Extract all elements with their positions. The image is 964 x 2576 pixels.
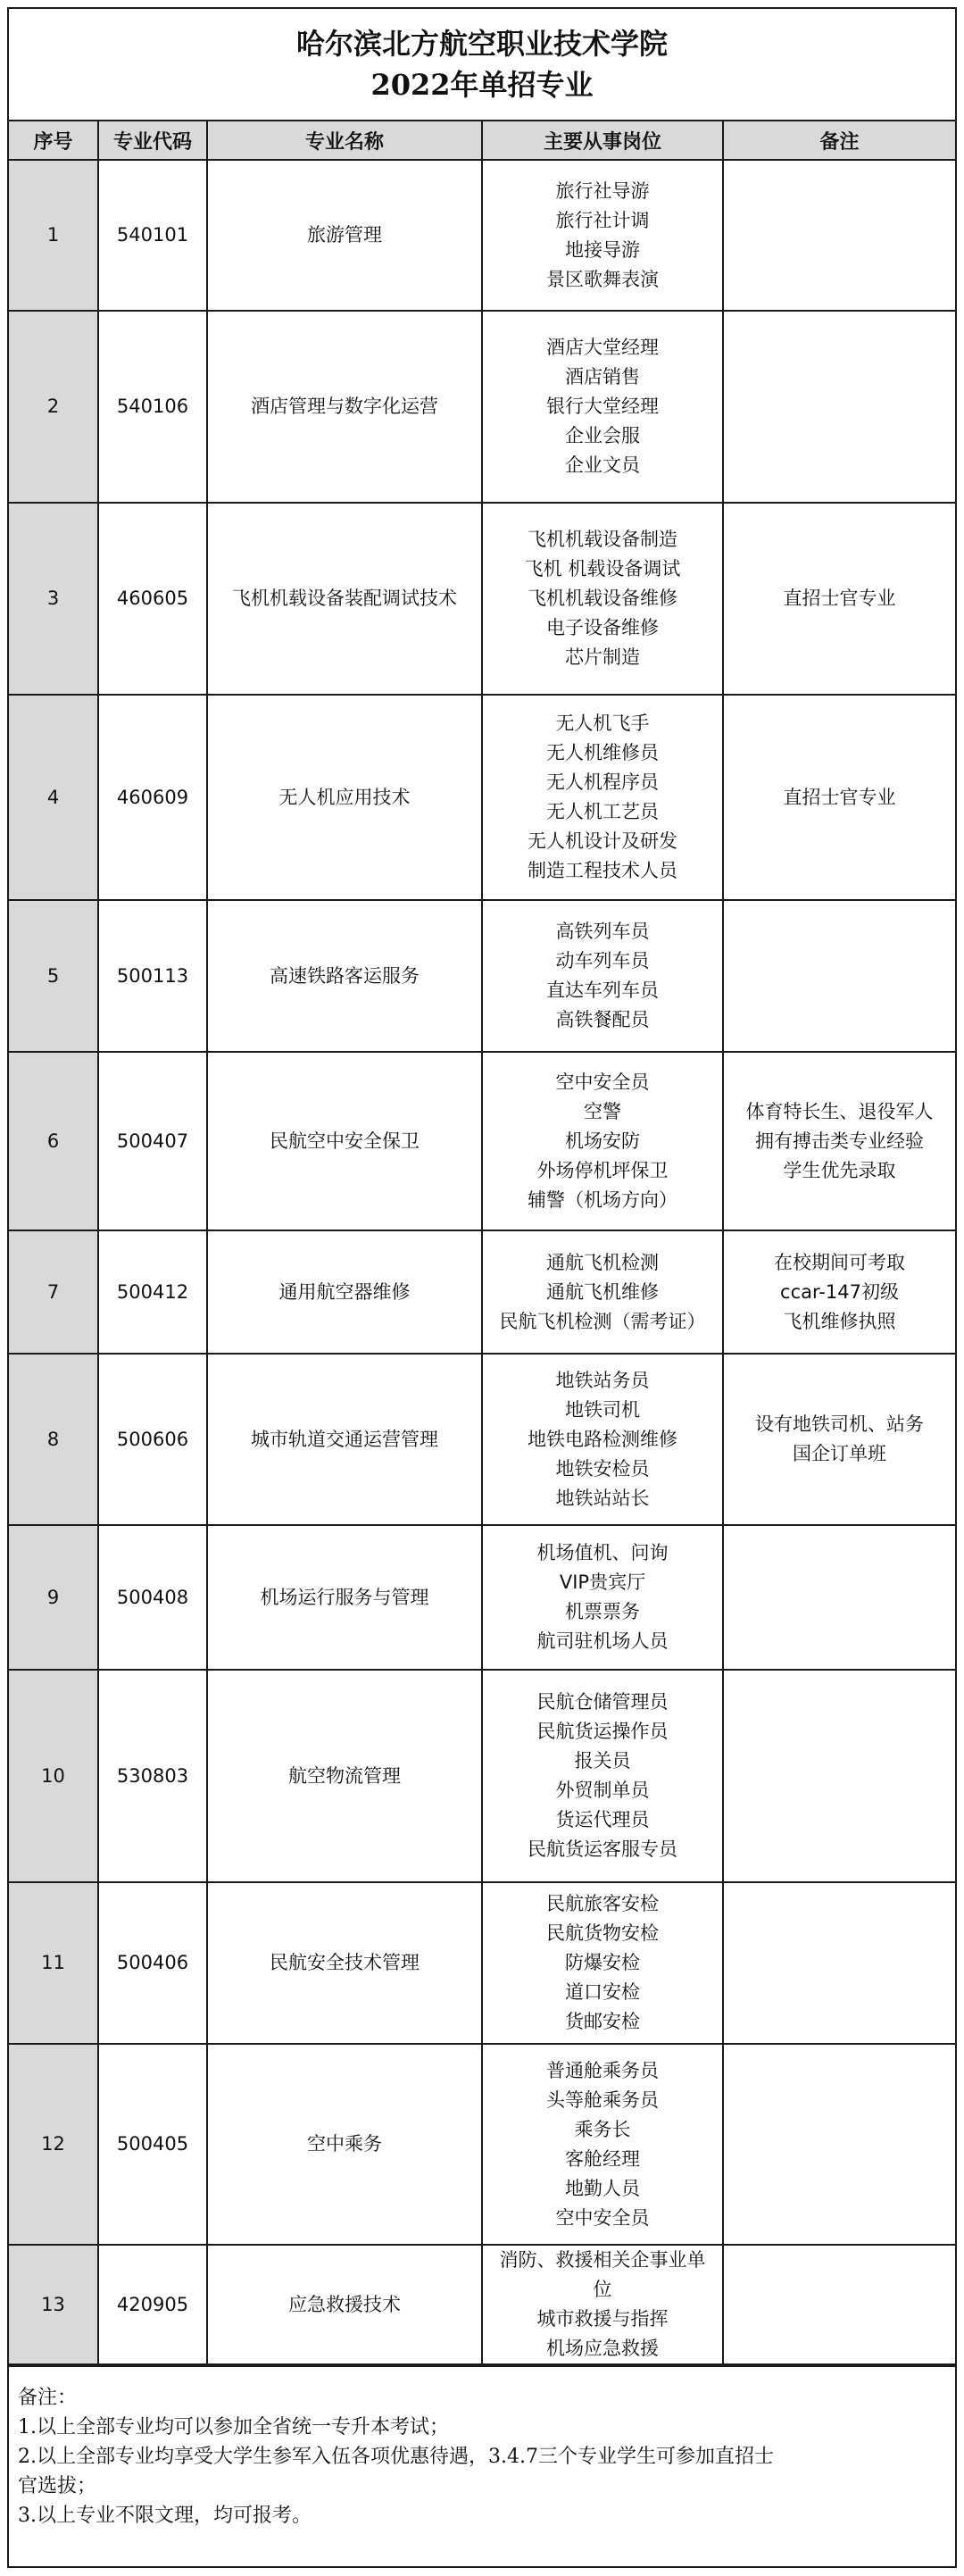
job-line: 景区歌舞表演 <box>546 268 659 290</box>
job-line: 无人机设计及研发 <box>528 830 677 852</box>
job-line: 地铁司机 <box>565 1398 640 1421</box>
cell-remarks <box>723 2044 955 2245</box>
job-line: 头等舱乘务员 <box>546 2088 659 2111</box>
job-line: 高铁列车员 <box>555 921 650 942</box>
job-line: 报关员 <box>574 1750 631 1772</box>
job-line: 外贸制单员 <box>555 1780 650 1801</box>
job-line: 地接导游 <box>565 238 640 261</box>
title-block <box>9 9 955 121</box>
cell-jobs <box>482 2245 723 2364</box>
cell-code: 420905 <box>98 2245 207 2364</box>
cell-code: 500405 <box>98 2044 207 2245</box>
remark-line: 国企订单班 <box>793 1443 886 1464</box>
table-header-row <box>9 121 955 160</box>
job-line: 电子设备维修 <box>546 617 659 638</box>
majors-table <box>9 121 955 2365</box>
cell-seq: 4 <box>9 695 98 900</box>
cell-jobs <box>482 900 723 1052</box>
job-line: 地铁电路检测维修 <box>528 1428 677 1450</box>
remark-line: 在校期间可考取 <box>774 1251 905 1273</box>
remark-line: ccar-147初级 <box>780 1280 899 1303</box>
table-row <box>9 1354 955 1525</box>
cell-name: 飞机机载设备装配调试技术 <box>207 503 482 695</box>
table-row <box>9 503 955 695</box>
cell-code: 460605 <box>98 503 207 695</box>
cell-seq: 12 <box>9 2044 98 2245</box>
cell-code: 500408 <box>98 1525 207 1670</box>
note-line: 2.以上全部专业均享受大学生参军入伍各项优惠待遇，3.4.7三个专业学生可参加直招士 <box>18 2446 774 2468</box>
cell-seq: 2 <box>9 311 98 503</box>
enrollment-sheet <box>7 7 957 2568</box>
cell-seq: 10 <box>9 1670 98 1882</box>
cell-name: 空中乘务 <box>207 2044 482 2245</box>
cell-name: 无人机应用技术 <box>207 695 482 900</box>
cell-jobs <box>482 1052 723 1230</box>
job-line: 企业文员 <box>565 454 640 476</box>
cell-code: 540106 <box>98 311 207 503</box>
job-line: 地铁站站长 <box>555 1487 650 1509</box>
job-line: 城市救援与指挥 <box>536 2308 669 2330</box>
table-row <box>9 1525 955 1670</box>
cell-name: 民航安全技术管理 <box>207 1882 482 2044</box>
job-line: 地铁站务员 <box>555 1369 650 1391</box>
table-row <box>9 695 955 900</box>
job-line: 民航飞机检测（需考证） <box>499 1310 706 1332</box>
cell-jobs <box>482 1230 723 1354</box>
cell-jobs <box>482 2044 723 2245</box>
page-subtitle: 2022年单招专业 <box>370 68 594 102</box>
remark-line: 学生优先录取 <box>783 1159 896 1181</box>
table-row <box>9 1230 955 1354</box>
header-code: 专业代码 <box>98 121 207 160</box>
job-line: 无人机程序员 <box>546 771 659 793</box>
cell-remarks <box>723 1230 955 1354</box>
job-line: 机场值机、问询 <box>536 1542 669 1563</box>
cell-name: 应急救援技术 <box>207 2245 482 2364</box>
header-remarks: 备注 <box>723 121 955 160</box>
table-row <box>9 1052 955 1230</box>
cell-remarks <box>723 2245 955 2364</box>
header-name: 专业名称 <box>207 121 482 160</box>
job-line: 旅行社计调 <box>555 209 650 231</box>
notes-section <box>9 2365 955 2530</box>
cell-remarks <box>723 1525 955 1670</box>
page-title: 哈尔滨北方航空职业技术学院 <box>295 27 668 61</box>
table-row <box>9 311 955 503</box>
table-row <box>9 2245 955 2364</box>
cell-seq: 3 <box>9 503 98 695</box>
cell-jobs <box>482 1525 723 1670</box>
cell-jobs <box>482 160 723 311</box>
job-line: 企业会服 <box>565 425 640 446</box>
job-line: 飞机 机载设备调试 <box>524 558 681 579</box>
remark-line: 拥有搏击类专业经验 <box>755 1130 924 1152</box>
job-line: 客舱经理 <box>565 2147 640 2170</box>
job-line: 无人机维修员 <box>546 742 659 763</box>
job-line: 航司驻机场人员 <box>536 1630 669 1652</box>
job-line: 地铁安检员 <box>555 1457 650 1480</box>
cell-remarks <box>723 311 955 503</box>
cell-remarks <box>723 900 955 1052</box>
job-line: 民航货运客服专员 <box>528 1838 677 1860</box>
job-line: 民航货运操作员 <box>536 1721 669 1742</box>
job-line: 通航飞机检测 <box>546 1251 659 1273</box>
header-seq: 序号 <box>9 121 98 160</box>
note-line: 备注： <box>18 2387 78 2409</box>
job-line: 直达车列车员 <box>546 980 659 1001</box>
job-line: 消防、救援相关企事业单 <box>499 2249 706 2271</box>
cell-jobs <box>482 1354 723 1525</box>
job-line: 银行大堂经理 <box>546 396 659 417</box>
cell-remarks <box>723 160 955 311</box>
job-line: 制造工程技术人员 <box>528 860 677 881</box>
cell-jobs <box>482 503 723 695</box>
cell-seq: 1 <box>9 160 98 311</box>
job-line: 辅警（机场方向） <box>528 1188 677 1211</box>
job-line: 无人机飞手 <box>555 713 650 734</box>
job-line: 酒店销售 <box>565 366 640 388</box>
note-line: 3.以上专业不限文理，均可报考。 <box>18 2505 312 2527</box>
job-line: 货邮安检 <box>565 2011 640 2032</box>
cell-name: 城市轨道交通运营管理 <box>207 1354 482 1525</box>
job-line: 位 <box>593 2279 612 2300</box>
job-line: VIP贵宾厅 <box>559 1571 646 1593</box>
remark-line: 飞机维修执照 <box>783 1310 896 1332</box>
cell-jobs <box>482 1882 723 2044</box>
job-line: 机场安防 <box>565 1130 640 1152</box>
job-line: 地勤人员 <box>565 2177 640 2199</box>
job-line: 普通舱乘务员 <box>546 2059 659 2081</box>
cell-seq: 5 <box>9 900 98 1052</box>
job-line: 空中安全员 <box>555 1071 650 1093</box>
cell-code: 500407 <box>98 1052 207 1230</box>
remark-line: 直招士官专业 <box>783 786 896 808</box>
job-line: 空警 <box>584 1100 621 1122</box>
job-line: 民航货物安检 <box>546 1922 659 1944</box>
job-line: 酒店大堂经理 <box>546 337 659 358</box>
cell-jobs <box>482 311 723 503</box>
cell-remarks <box>723 1052 955 1230</box>
cell-name: 高速铁路客运服务 <box>207 900 482 1052</box>
cell-code: 500113 <box>98 900 207 1052</box>
cell-name: 旅游管理 <box>207 160 482 311</box>
job-line: 高铁餐配员 <box>555 1009 650 1030</box>
job-line: 飞机机载设备维修 <box>528 588 677 609</box>
cell-name: 民航空中安全保卫 <box>207 1052 482 1230</box>
table-row <box>9 1670 955 1882</box>
note-line: 1.以上全部专业均可以参加全省统一专升本考试； <box>18 2416 449 2438</box>
cell-seq: 7 <box>9 1230 98 1354</box>
job-line: 外场停机坪保卫 <box>536 1159 669 1181</box>
note-line: 官选拔； <box>18 2475 97 2497</box>
job-line: 无人机工艺员 <box>546 801 659 822</box>
cell-code: 460609 <box>98 695 207 900</box>
header-jobs: 主要从事岗位 <box>482 121 723 160</box>
job-line: 机场应急救援 <box>546 2338 659 2359</box>
cell-seq: 6 <box>9 1052 98 1230</box>
table-row <box>9 160 955 311</box>
cell-remarks <box>723 1670 955 1882</box>
cell-jobs <box>482 1670 723 1882</box>
job-line: 芯片制造 <box>565 646 640 668</box>
job-line: 民航旅客安检 <box>546 1893 659 1914</box>
cell-remarks <box>723 1882 955 2044</box>
job-line: 民航仓储管理员 <box>536 1691 669 1713</box>
cell-code: 540101 <box>98 160 207 311</box>
cell-name: 通用航空器维修 <box>207 1230 482 1354</box>
cell-code: 500412 <box>98 1230 207 1354</box>
remark-line: 体育特长生、退役军人 <box>745 1100 934 1122</box>
job-line: 空中安全员 <box>555 2206 650 2229</box>
cell-jobs <box>482 695 723 900</box>
cell-seq: 9 <box>9 1525 98 1670</box>
cell-name: 酒店管理与数字化运营 <box>207 311 482 503</box>
job-line: 动车列车员 <box>555 950 650 971</box>
cell-remarks <box>723 1354 955 1525</box>
table-row <box>9 1882 955 2044</box>
cell-name: 航空物流管理 <box>207 1670 482 1882</box>
remark-line: 设有地铁司机、站务 <box>755 1413 924 1435</box>
cell-seq: 11 <box>9 1882 98 2044</box>
job-line: 通航飞机维修 <box>546 1280 659 1303</box>
job-line: 道口安检 <box>565 1981 640 2003</box>
job-line: 飞机机载设备制造 <box>528 529 677 550</box>
job-line: 防爆安检 <box>565 1952 640 1973</box>
cell-remarks <box>723 503 955 695</box>
cell-seq: 13 <box>9 2245 98 2364</box>
job-line: 机票票务 <box>565 1601 640 1622</box>
cell-name: 机场运行服务与管理 <box>207 1525 482 1670</box>
cell-remarks <box>723 695 955 900</box>
cell-code: 530803 <box>98 1670 207 1882</box>
table-body <box>9 160 955 2364</box>
cell-code: 500606 <box>98 1354 207 1525</box>
job-line: 旅行社导游 <box>555 179 650 202</box>
remark-line: 直招士官专业 <box>783 588 896 609</box>
cell-seq: 8 <box>9 1354 98 1525</box>
cell-code: 500406 <box>98 1882 207 2044</box>
job-line: 货运代理员 <box>555 1809 650 1830</box>
table-row <box>9 2044 955 2245</box>
table-row <box>9 900 955 1052</box>
job-line: 乘务长 <box>574 2118 631 2140</box>
